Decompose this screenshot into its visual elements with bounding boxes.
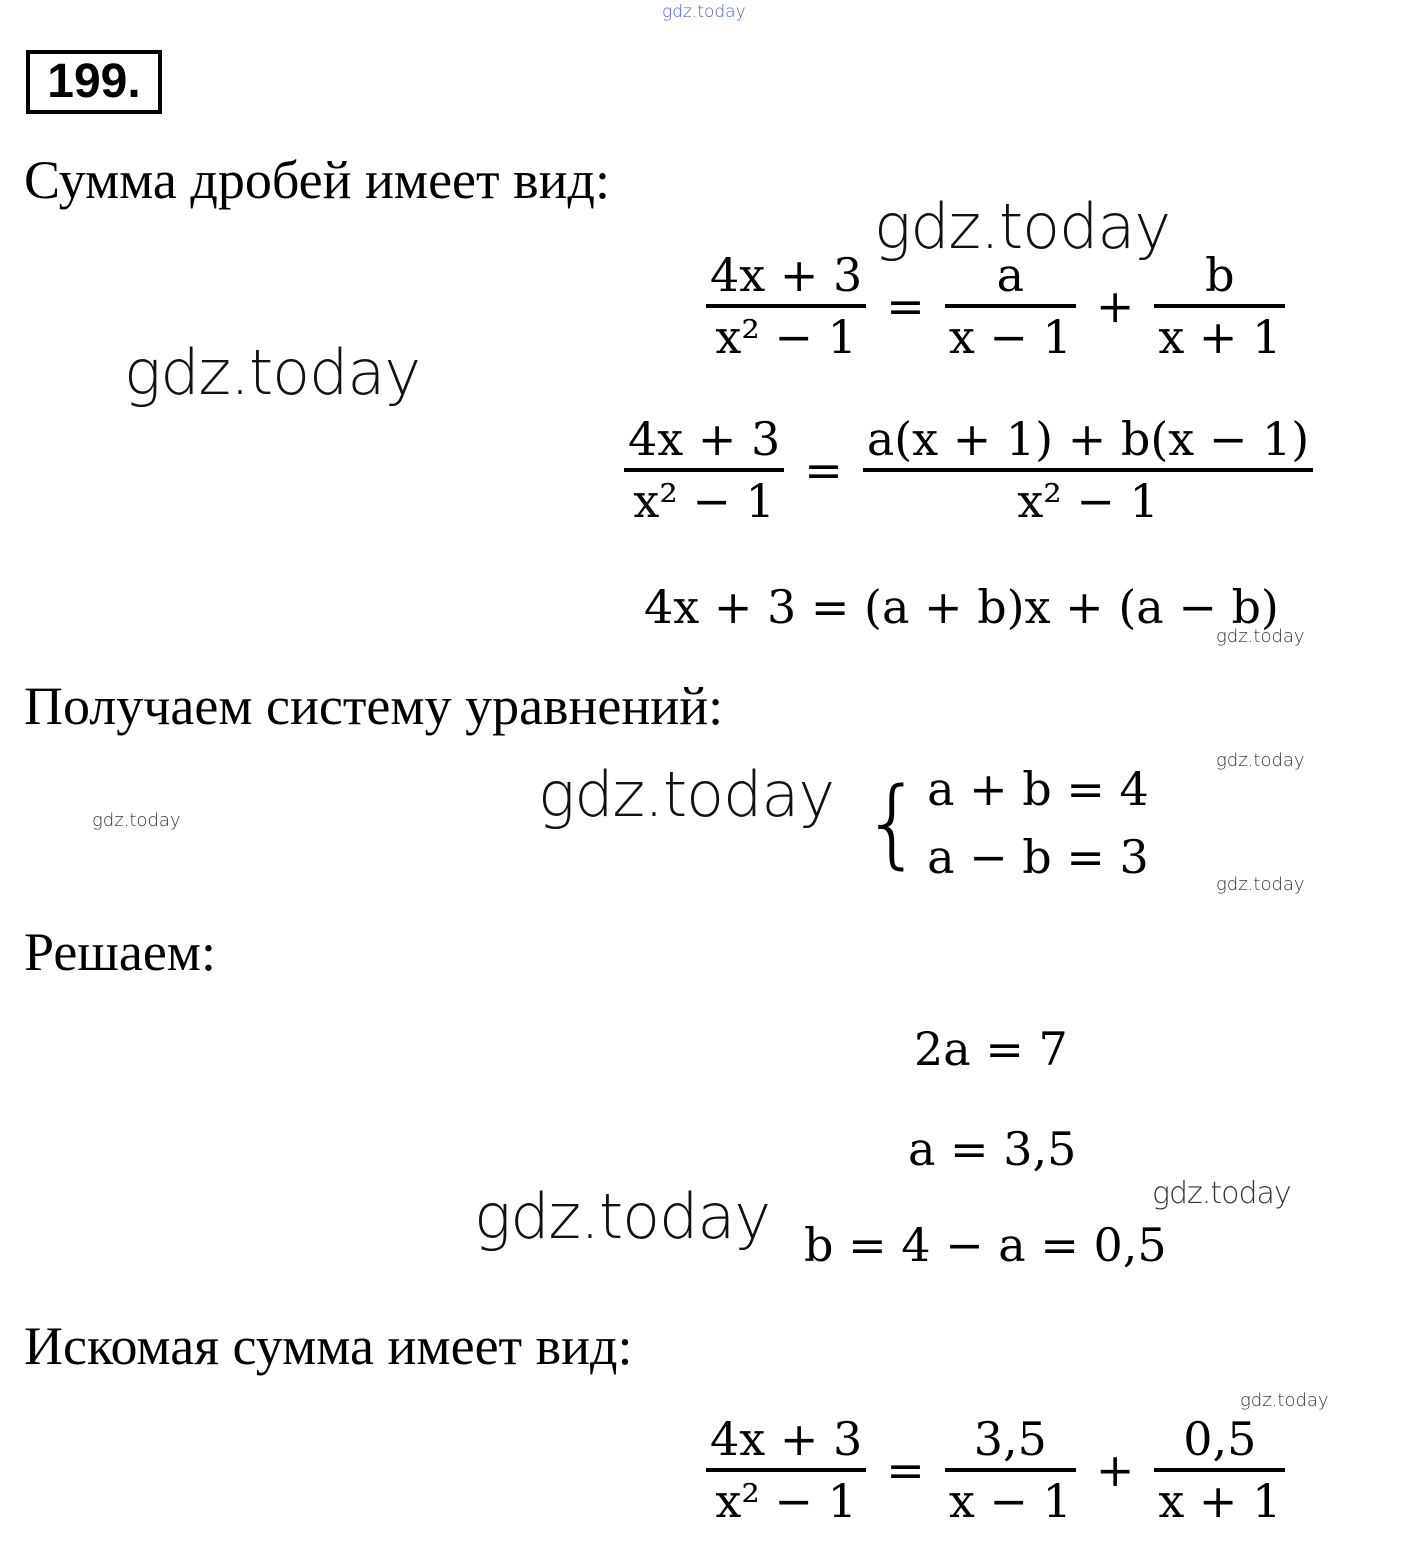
b-numerator: b — [1205, 248, 1235, 302]
solve-text: Решаем: — [24, 922, 216, 982]
a-numerator: a — [996, 248, 1025, 302]
problem-number: 199. — [26, 50, 162, 114]
solve-step-2: a = 3,5 — [908, 1122, 1077, 1176]
fraction-b — [1154, 246, 1285, 366]
fraction-lhs — [706, 246, 866, 366]
fraction-lhs-2 — [624, 410, 784, 530]
watermark-7: gdz.today — [1216, 874, 1305, 895]
watermark-4: gdz.today — [1216, 750, 1305, 771]
result-intro-text: Искомая сумма имеет вид: — [24, 1316, 633, 1376]
equation-common-denominator: $\frac{4x + 3}{\text{x² − 1}}$ = $\frac{a(x + 1) + b(x - 1)}{\text{x² − 1}}$ — [624, 410, 1313, 530]
watermark-top: gdz.today — [662, 2, 746, 22]
watermark-9: gdz.today — [474, 1180, 771, 1253]
watermark-3: gdz.today — [1216, 626, 1305, 647]
final-a-numerator: 3,5 — [973, 1412, 1047, 1466]
final-b-numerator: 0,5 — [1183, 1412, 1257, 1466]
system-brace: { — [862, 767, 924, 879]
lhs2-numerator: 4x + 3 — [628, 412, 781, 466]
final-a-denominator: x − 1 — [948, 1474, 1072, 1528]
equation-expanded: 4x + 3 = (a + b)x + (a − b) — [644, 580, 1279, 634]
final-fraction-a — [945, 1410, 1076, 1530]
system-line-2: a − b = 3 — [927, 830, 1149, 884]
lhs-denominator: x² − 1 — [715, 310, 857, 364]
lhs-numerator: 4x + 3 — [710, 248, 863, 302]
system-intro-text: Получаем систему уравнений: — [24, 676, 724, 736]
final-fraction-lhs — [706, 1410, 866, 1530]
b-denominator: x + 1 — [1158, 310, 1282, 364]
equation-system — [862, 762, 1149, 884]
solve-step-3: b = 4 − a = 0,5 — [804, 1218, 1167, 1272]
watermark-2: gdz.today — [124, 336, 421, 409]
fraction-a — [945, 246, 1076, 366]
rhs2-numerator: a(x + 1) + b(x − 1) — [866, 412, 1310, 466]
equation-decomposition: $\frac{4x + 3}{\text{x² − 1}}$ = $\frac{a}{x - 1}$ + $\frac{b}{x + 1}$ — [706, 246, 1285, 366]
watermark-5: gdz.today — [538, 758, 835, 831]
watermark-8: gdz.today — [1152, 1176, 1291, 1211]
a-denominator: x − 1 — [948, 310, 1072, 364]
equation-final: $\frac{4x + 3}{\text{x² − 1}}$ = $\frac{3,5}{x - 1}$ + $\frac{0,5}{x + 1}$ — [706, 1410, 1285, 1530]
rhs2-denominator: x² − 1 — [1017, 474, 1159, 528]
solve-step-1: 2a = 7 — [914, 1022, 1068, 1076]
final-lhs-numerator: 4x + 3 — [710, 1412, 863, 1466]
watermark-6: gdz.today — [92, 810, 181, 831]
sum-form-text: Сумма дробей имеет вид: — [24, 150, 610, 210]
final-lhs-denominator: x² − 1 — [715, 1474, 857, 1528]
watermark-1: gdz.today — [874, 190, 1171, 263]
lhs2-denominator: x² − 1 — [633, 474, 775, 528]
fraction-rhs-2 — [863, 410, 1313, 530]
watermark-10: gdz.today — [1240, 1390, 1329, 1411]
system-line-1: a + b = 4 — [927, 762, 1149, 816]
final-b-denominator: x + 1 — [1158, 1474, 1282, 1528]
final-fraction-b — [1154, 1410, 1285, 1530]
